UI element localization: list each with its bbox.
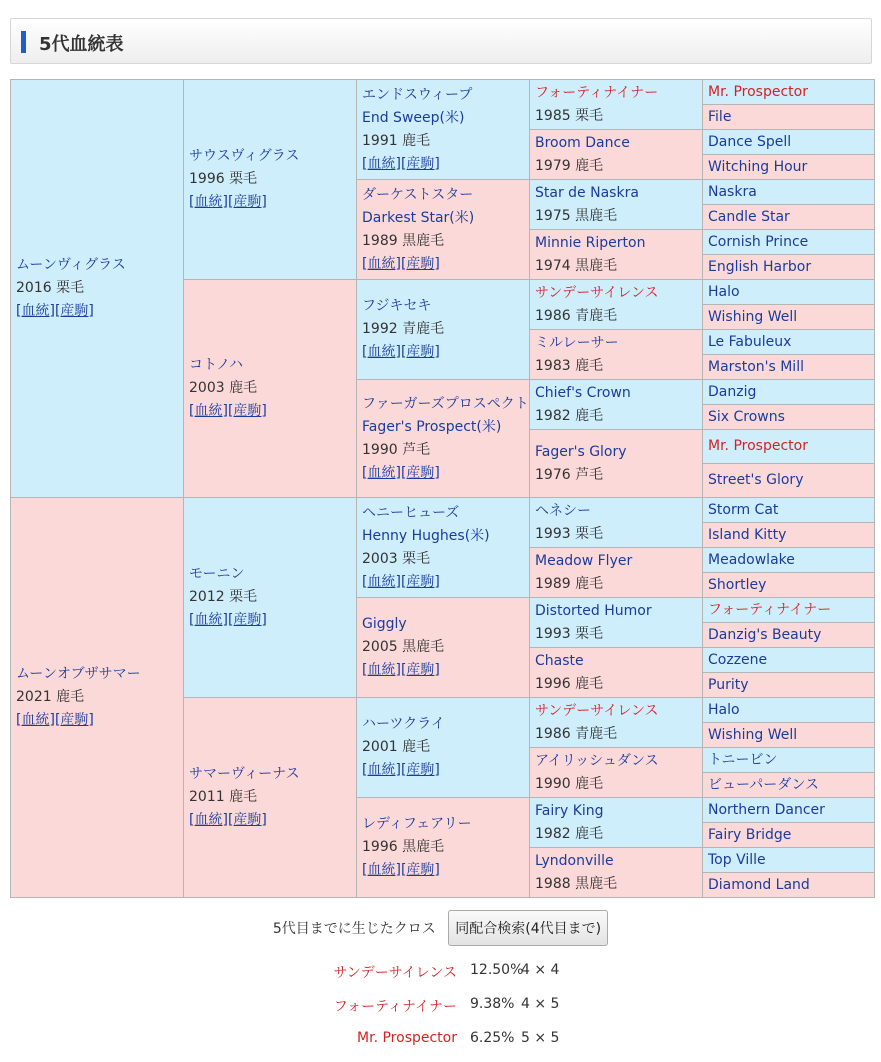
pedigree-link[interactable]: [血統] xyxy=(362,344,401,360)
horse-gen5 xyxy=(703,380,875,405)
horse-info: 2012 栗毛 xyxy=(189,589,258,605)
horse-name-link[interactable]: フォーティナイナー xyxy=(708,601,832,618)
horse-name-link[interactable]: エンドスウィープ xyxy=(362,86,473,103)
progeny-link[interactable]: [産駒] xyxy=(400,662,440,678)
horse-name-link[interactable]: ムーンオブザサマー xyxy=(16,666,141,682)
horse-gen5 xyxy=(703,205,875,230)
progeny-link[interactable]: [産駒] xyxy=(400,762,440,778)
progeny-link[interactable]: [産駒] xyxy=(54,712,94,728)
pedigree-link[interactable]: [血統] xyxy=(362,862,401,878)
horse-gen4 xyxy=(530,698,703,748)
horse-name-link[interactable]: ビューパーダンス xyxy=(708,776,820,793)
cross-item xyxy=(0,1028,881,1062)
horse-gen5 xyxy=(703,464,875,498)
horse-info: 1989 鹿毛 xyxy=(535,575,604,592)
horse-gen2 xyxy=(184,80,357,280)
horse-name-link[interactable]: Distorted Humor xyxy=(535,602,652,619)
horse-info: 2005 黒鹿毛 xyxy=(362,639,445,655)
pedigree-link[interactable]: [血統] xyxy=(362,464,401,481)
horse-gen4 xyxy=(530,430,703,498)
horse-gen4 xyxy=(530,80,703,130)
horse-info: 2003 栗毛 xyxy=(362,550,431,567)
horse-name-link[interactable]: レディフェアリー xyxy=(362,816,472,832)
horse-name-link[interactable]: English Harbor xyxy=(708,258,812,275)
horse-info: 1993 栗毛 xyxy=(535,525,604,542)
horse-gen2 xyxy=(184,498,357,698)
horse-name-link[interactable]: Le Fabuleux xyxy=(708,333,792,350)
horse-name-link[interactable]: Witching Hour xyxy=(708,158,808,175)
horse-name-link[interactable]: Wishing Well xyxy=(708,726,798,743)
horse-info: 1988 黒鹿毛 xyxy=(535,875,618,892)
horse-info: 1990 芦毛 xyxy=(362,441,431,458)
horse-gen5 xyxy=(703,80,875,105)
horse-name-link[interactable]: トニービン xyxy=(708,751,778,768)
horse-gen3 xyxy=(357,280,530,380)
cross-percentage: 6.25% xyxy=(470,1030,515,1046)
horse-info: 1996 栗毛 xyxy=(189,171,258,187)
pedigree-link[interactable]: [血統] xyxy=(16,712,55,728)
pedigree-link[interactable]: [血統] xyxy=(362,155,401,172)
horse-gen3 xyxy=(357,498,530,598)
horse-name-link[interactable]: Mr. Prospector xyxy=(708,83,808,100)
horse-gen5 xyxy=(703,573,875,598)
horse-gen3 xyxy=(357,798,530,898)
horse-info: 1979 鹿毛 xyxy=(535,157,604,174)
horse-gen5 xyxy=(703,548,875,573)
horse-name-link[interactable]: サンデーサイレンス xyxy=(535,284,659,301)
horse-name-link[interactable]: Storm Cat xyxy=(708,501,779,518)
horse-name-link[interactable]: Giggly xyxy=(362,616,407,632)
horse-gen5 xyxy=(703,698,875,723)
horse-gen5 xyxy=(703,305,875,330)
horse-name-link[interactable]: Six Crowns xyxy=(708,408,785,425)
pedigree-link[interactable]: [血統] xyxy=(362,762,401,778)
horse-gen5 xyxy=(703,773,875,798)
horse-name-link[interactable]: コトノハ xyxy=(189,357,244,373)
horse-gen5 xyxy=(703,430,875,464)
cross-percentage: 9.38% xyxy=(470,996,515,1012)
horse-name-link[interactable]: Cozzene xyxy=(708,651,768,668)
horse-name-link[interactable]: ヘネシー xyxy=(535,502,591,519)
progeny-link[interactable]: [産駒] xyxy=(400,155,440,172)
horse-name-link[interactable]: Halo xyxy=(708,283,740,300)
horse-info: 1975 黒鹿毛 xyxy=(535,207,618,224)
progeny-link[interactable]: [産駒] xyxy=(227,612,267,628)
cross-list xyxy=(0,960,881,1062)
section-header xyxy=(10,18,872,64)
header-accent-bar xyxy=(21,31,26,53)
horse-gen5 xyxy=(703,748,875,773)
progeny-link[interactable]: [産駒] xyxy=(400,344,440,360)
horse-name-link[interactable]: ファーガーズプロスペクト xyxy=(362,395,529,412)
cross-header xyxy=(0,910,881,946)
horse-gen4 xyxy=(530,180,703,230)
horse-gen3 xyxy=(357,598,530,698)
horse-gen3 xyxy=(357,698,530,798)
progeny-link[interactable]: [産駒] xyxy=(227,194,267,210)
horse-info: 1993 栗毛 xyxy=(535,625,604,642)
horse-info: 1982 鹿毛 xyxy=(535,407,604,424)
horse-info: 1996 鹿毛 xyxy=(535,675,604,692)
horse-name-link[interactable]: モーニン xyxy=(189,566,245,582)
horse-info: 2003 鹿毛 xyxy=(189,380,258,396)
horse-name-link[interactable]: Dance Spell xyxy=(708,133,792,150)
horse-gen5 xyxy=(703,673,875,698)
cross-item xyxy=(0,994,881,1028)
horse-info: 2016 栗毛 xyxy=(16,280,85,296)
horse-name-link[interactable]: ハーツクライ xyxy=(362,716,445,732)
cross-horse-name[interactable]: フォーティナイナー xyxy=(333,999,457,1015)
horse-name-link[interactable]: Purity xyxy=(708,676,749,693)
horse-name-link[interactable]: Fairy Bridge xyxy=(708,826,792,843)
horse-gen5 xyxy=(703,355,875,380)
horse-name-link[interactable]: Island Kitty xyxy=(708,526,787,543)
progeny-link[interactable]: [産駒] xyxy=(400,573,440,590)
horse-gen5 xyxy=(703,255,875,280)
horse-name-link[interactable]: Cornish Prince xyxy=(708,233,809,250)
horse-name-link[interactable]: Marston's Mill xyxy=(708,358,804,375)
horse-english-name[interactable]: Henny Hughes(米) xyxy=(362,527,490,544)
progeny-link[interactable]: [産駒] xyxy=(400,862,440,878)
pedigree-link[interactable]: [血統] xyxy=(16,303,55,319)
horse-name-link[interactable]: サマーヴィーナス xyxy=(189,766,300,782)
section-title: 5代血統表 xyxy=(39,34,124,55)
horse-gen4 xyxy=(530,130,703,180)
horse-name-link[interactable]: Northern Dancer xyxy=(708,801,825,818)
horse-gen4 xyxy=(530,330,703,380)
horse-gen5 xyxy=(703,598,875,623)
pedigree-row xyxy=(11,80,875,105)
cross-label: 5代目までに生じたクロス xyxy=(272,921,436,937)
horse-name-link[interactable]: Fairy King xyxy=(535,802,604,819)
horse-name-link[interactable]: ヘニーヒューズ xyxy=(362,504,460,521)
horse-english-name[interactable]: End Sweep(米) xyxy=(362,109,465,126)
horse-info: 1996 黒鹿毛 xyxy=(362,839,445,855)
horse-info: 1985 栗毛 xyxy=(535,107,604,124)
horse-info: 1992 青鹿毛 xyxy=(362,321,445,337)
horse-info: 1982 鹿毛 xyxy=(535,825,604,842)
cross-horse-name[interactable]: Mr. Prospector xyxy=(357,1030,457,1046)
horse-info: 1983 鹿毛 xyxy=(535,357,604,374)
horse-gen5 xyxy=(703,130,875,155)
horse-gen3 xyxy=(357,80,530,180)
horse-gen5 xyxy=(703,280,875,305)
horse-name-link[interactable]: サンデーサイレンス xyxy=(535,702,659,719)
horse-name-link[interactable]: ダーケストスター xyxy=(362,186,474,203)
horse-gen1 xyxy=(11,80,184,498)
horse-name-link[interactable]: Star de Naskra xyxy=(535,184,639,201)
horse-gen3 xyxy=(357,180,530,280)
horse-gen4 xyxy=(530,748,703,798)
horse-name-link[interactable]: Mr. Prospector xyxy=(708,438,808,454)
horse-info: 1989 黒鹿毛 xyxy=(362,232,445,249)
horse-gen4 xyxy=(530,598,703,648)
horse-info: 1986 青鹿毛 xyxy=(535,307,618,324)
pedigree-table xyxy=(10,79,875,898)
horse-info: 2001 鹿毛 xyxy=(362,739,431,755)
horse-gen2 xyxy=(184,698,357,898)
horse-name-link[interactable]: Candle Star xyxy=(708,208,790,225)
horse-name-link[interactable]: Chaste xyxy=(535,652,584,669)
pedigree-link[interactable]: [血統] xyxy=(362,255,401,272)
horse-name-link[interactable]: Danzig's Beauty xyxy=(708,626,822,643)
horse-gen4 xyxy=(530,648,703,698)
progeny-link[interactable]: [産駒] xyxy=(400,464,440,481)
horse-name-link[interactable]: フジキセキ xyxy=(362,298,432,314)
progeny-link[interactable]: [産駒] xyxy=(227,403,267,419)
horse-english-name[interactable]: Fager's Prospect(米) xyxy=(362,418,502,435)
cross-horse-name[interactable]: サンデーサイレンス xyxy=(333,965,457,981)
pedigree-link[interactable]: [血統] xyxy=(362,573,401,590)
horse-gen5 xyxy=(703,648,875,673)
horse-name-link[interactable]: Naskra xyxy=(708,183,757,200)
horse-name-link[interactable]: Wishing Well xyxy=(708,308,798,325)
horse-gen4 xyxy=(530,498,703,548)
horse-name-link[interactable]: Meadowlake xyxy=(708,551,795,568)
horse-gen4 xyxy=(530,848,703,898)
horse-name-link[interactable]: Fager's Glory xyxy=(535,443,627,460)
horse-info: 1974 黒鹿毛 xyxy=(535,257,618,274)
horse-info: 1991 鹿毛 xyxy=(362,132,431,149)
horse-gen4 xyxy=(530,548,703,598)
pedigree-link[interactable]: [血統] xyxy=(189,612,228,628)
horse-name-link[interactable]: アイリッシュダンス xyxy=(535,752,659,769)
horse-info: 1990 鹿毛 xyxy=(535,775,604,792)
horse-name-link[interactable]: Minnie Riperton xyxy=(535,234,646,251)
progeny-link[interactable]: [産駒] xyxy=(227,812,267,828)
pedigree-row xyxy=(11,498,875,523)
pedigree-link[interactable]: [血統] xyxy=(189,812,228,828)
horse-name-link[interactable]: フォーティナイナー xyxy=(535,84,659,101)
horse-gen5 xyxy=(703,330,875,355)
horse-name-link[interactable]: Lyndonville xyxy=(535,852,614,869)
horse-gen4 xyxy=(530,380,703,430)
cross-item xyxy=(0,960,881,994)
pedigree-link[interactable]: [血統] xyxy=(189,403,228,419)
horse-name-link[interactable]: Street's Glory xyxy=(708,472,804,488)
horse-gen5 xyxy=(703,230,875,255)
pedigree-link[interactable]: [血統] xyxy=(189,194,228,210)
progeny-link[interactable]: [産駒] xyxy=(54,303,94,319)
cross-percentage: 12.50% xyxy=(470,962,524,978)
horse-gen5 xyxy=(703,180,875,205)
horse-name-link[interactable]: Chief's Crown xyxy=(535,384,631,401)
horse-gen5 xyxy=(703,848,875,873)
progeny-link[interactable]: [産駒] xyxy=(400,255,440,272)
horse-gen5 xyxy=(703,155,875,180)
horse-info: 2011 鹿毛 xyxy=(189,789,258,805)
horse-name-link[interactable]: Broom Dance xyxy=(535,134,630,151)
horse-name-link[interactable]: Halo xyxy=(708,701,740,718)
same-mating-search-button[interactable]: 同配合検索(4代目まで) xyxy=(448,910,608,946)
horse-english-name[interactable]: Darkest Star(米) xyxy=(362,209,475,226)
horse-info: 2021 鹿毛 xyxy=(16,689,85,705)
horse-gen3 xyxy=(357,380,530,498)
horse-gen4 xyxy=(530,280,703,330)
horse-gen5 xyxy=(703,873,875,898)
horse-info: 1976 芦毛 xyxy=(535,466,604,483)
horse-name-link[interactable]: Danzig xyxy=(708,383,757,400)
horse-gen5 xyxy=(703,623,875,648)
horse-gen2 xyxy=(184,280,357,498)
horse-gen5 xyxy=(703,498,875,523)
pedigree-link[interactable]: [血統] xyxy=(362,662,401,678)
horse-gen1 xyxy=(11,498,184,898)
cross-generation: 4 × 4 xyxy=(521,962,560,978)
horse-name-link[interactable]: Diamond Land xyxy=(708,876,810,893)
cross-generation: 5 × 5 xyxy=(521,1030,560,1046)
horse-name-link[interactable]: ミルレーサー xyxy=(535,334,619,351)
horse-name-link[interactable]: Meadow Flyer xyxy=(535,552,633,569)
horse-name-link[interactable]: サウスヴィグラス xyxy=(189,148,300,164)
horse-name-link[interactable]: ムーンヴィグラス xyxy=(16,257,126,273)
horse-name-link[interactable]: Shortley xyxy=(708,576,767,593)
horse-name-link[interactable]: File xyxy=(708,108,732,125)
cross-generation: 4 × 5 xyxy=(521,996,560,1012)
horse-gen5 xyxy=(703,823,875,848)
horse-gen5 xyxy=(703,105,875,130)
horse-gen4 xyxy=(530,798,703,848)
horse-gen5 xyxy=(703,723,875,748)
horse-gen4 xyxy=(530,230,703,280)
horse-gen5 xyxy=(703,798,875,823)
horse-info: 1986 青鹿毛 xyxy=(535,725,618,742)
horse-name-link[interactable]: Top Ville xyxy=(708,851,766,868)
horse-gen5 xyxy=(703,523,875,548)
horse-gen5 xyxy=(703,405,875,430)
